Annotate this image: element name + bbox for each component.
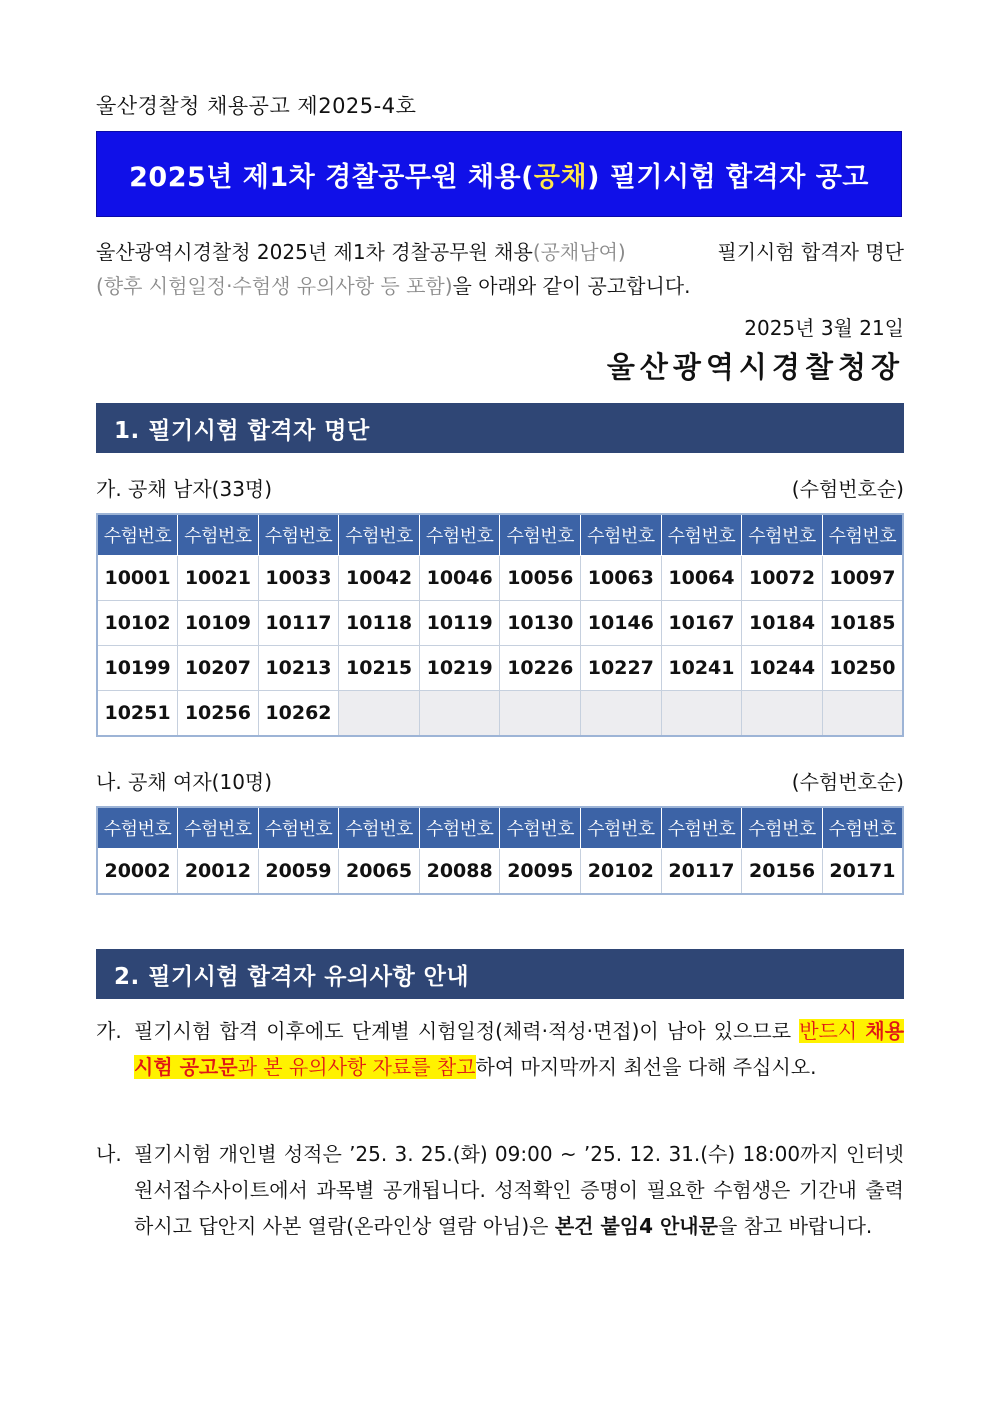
intro-paragraph [96, 235, 904, 303]
note-a-text1: 필기시험 합격 이후에도 단계별 시험일정(체력·적성·면접)이 남아 있으므로 [134, 1019, 800, 1043]
empty-cell [661, 691, 742, 737]
male-exam-number: 10001 [97, 556, 178, 601]
female-exam-number: 20117 [661, 849, 742, 895]
empty-cell [500, 691, 581, 737]
note-b-bold: 본건 붙임4 안내문 [554, 1214, 718, 1238]
female-exam-number: 20171 [822, 849, 903, 895]
male-exam-number: 10184 [742, 601, 823, 646]
empty-cell [742, 691, 823, 737]
signer: 울산광역시경찰청장 [606, 350, 904, 384]
male-column-header: 수험번호 [661, 514, 742, 556]
note-b [96, 1136, 904, 1244]
note-b-text1: 필기시험 개인별 성적은 ’25. 3. 25.(화) 09:00 ~ ’25. 12. 31.(수) 18:00까지 인터넷 원서접수사이트에서 과목별 공개됩니다. 성적확인 증명이 필요한 수험생은 기간내 출력하시고 답안지 사본 열람(온라인상 열람 아님)은 [134, 1142, 904, 1238]
female-label: 나. 공채 여자(10명) [96, 770, 273, 794]
banner-title-highlight: 공채 [533, 161, 588, 193]
section-2-header: 2. 필기시험 합격자 유의사항 안내 [96, 949, 904, 999]
male-column-header: 수험번호 [339, 514, 420, 556]
announcement-date: 2025년 3월 21일 [744, 316, 904, 340]
male-exam-number: 10185 [822, 601, 903, 646]
banner-title-after: ) 필기시험 합격자 공고 [587, 161, 869, 193]
male-exam-number: 10056 [500, 556, 581, 601]
male-exam-number: 10215 [339, 646, 420, 691]
female-table-body [97, 849, 903, 895]
male-exam-number: 10251 [97, 691, 178, 737]
male-column-header: 수험번호 [178, 514, 259, 556]
male-exam-number: 10199 [97, 646, 178, 691]
male-exam-number: 10219 [419, 646, 500, 691]
female-exam-number: 20102 [581, 849, 662, 895]
male-exam-number: 10042 [339, 556, 420, 601]
table-row [97, 556, 903, 601]
male-exam-number: 10102 [97, 601, 178, 646]
male-candidates-table [96, 513, 904, 737]
male-column-header: 수험번호 [742, 514, 823, 556]
female-subheading [96, 766, 904, 795]
female-exam-number: 20088 [419, 849, 500, 895]
female-column-header: 수험번호 [97, 807, 178, 849]
female-column-header: 수험번호 [500, 807, 581, 849]
note-a-highlight-end: 과 본 유의사항 자료를 참고 [237, 1055, 476, 1079]
male-exam-number: 10119 [419, 601, 500, 646]
male-label: 가. 공채 남자(33명) [96, 477, 273, 501]
female-column-header: 수험번호 [661, 807, 742, 849]
intro-line1-end: 필기시험 합격자 명단 [717, 240, 904, 264]
empty-cell [822, 691, 903, 737]
male-exam-number: 10033 [258, 556, 339, 601]
male-exam-number: 10072 [742, 556, 823, 601]
female-exam-number: 20156 [742, 849, 823, 895]
male-exam-number: 10046 [419, 556, 500, 601]
note-b-text2: 을 참고 바랍니다. [717, 1214, 873, 1238]
intro-line2-gray: (향후 시험일정·수험생 유의사항 등 포함) [96, 274, 453, 298]
female-table-header-row [97, 807, 903, 849]
male-table-header-row [97, 514, 903, 556]
male-exam-number: 10207 [178, 646, 259, 691]
male-column-header: 수험번호 [97, 514, 178, 556]
male-exam-number: 10167 [661, 601, 742, 646]
female-exam-number: 20065 [339, 849, 420, 895]
male-column-header: 수험번호 [500, 514, 581, 556]
male-exam-number: 10118 [339, 601, 420, 646]
female-order-note: (수험번호순) [791, 770, 904, 794]
male-exam-number: 10226 [500, 646, 581, 691]
male-order-note: (수험번호순) [791, 477, 904, 501]
male-exam-number: 10109 [178, 601, 259, 646]
male-column-header: 수험번호 [581, 514, 662, 556]
empty-cell [339, 691, 420, 737]
female-column-header: 수험번호 [742, 807, 823, 849]
note-a-text2: 하여 마지막까지 최선을 다해 주십시오. [475, 1055, 817, 1079]
male-exam-number: 10146 [581, 601, 662, 646]
male-exam-number: 10227 [581, 646, 662, 691]
title-banner [96, 131, 902, 217]
male-exam-number: 10021 [178, 556, 259, 601]
note-a-highlight-bold: 채용시험 공고문 [134, 1019, 905, 1079]
female-column-header: 수험번호 [822, 807, 903, 849]
intro-line1-text: 울산광역시경찰청 2025년 제1차 경찰공무원 채용 [96, 240, 533, 264]
banner-title-before: 2025년 제1차 경찰공무원 채용( [129, 161, 534, 193]
male-exam-number: 10064 [661, 556, 742, 601]
male-subheading [96, 473, 904, 502]
empty-cell [419, 691, 500, 737]
male-exam-number: 10256 [178, 691, 259, 737]
table-row [97, 646, 903, 691]
note-a-highlight-start: 반드시 [799, 1019, 866, 1043]
female-column-header: 수험번호 [339, 807, 420, 849]
note-b-marker: 나. [96, 1142, 122, 1166]
male-exam-number: 10213 [258, 646, 339, 691]
male-exam-number: 10241 [661, 646, 742, 691]
female-exam-number: 20095 [500, 849, 581, 895]
female-exam-number: 20059 [258, 849, 339, 895]
male-column-header: 수험번호 [822, 514, 903, 556]
male-exam-number: 10244 [742, 646, 823, 691]
female-column-header: 수험번호 [178, 807, 259, 849]
male-table-body [97, 556, 903, 737]
note-a-marker: 가. [96, 1019, 122, 1043]
female-column-header: 수험번호 [419, 807, 500, 849]
female-column-header: 수험번호 [258, 807, 339, 849]
male-exam-number: 10097 [822, 556, 903, 601]
female-candidates-table [96, 806, 904, 895]
table-row [97, 601, 903, 646]
table-row [97, 849, 903, 895]
male-exam-number: 10117 [258, 601, 339, 646]
section-1-header: 1. 필기시험 합격자 명단 [96, 403, 904, 453]
male-exam-number: 10250 [822, 646, 903, 691]
table-row [97, 691, 903, 737]
male-column-header: 수험번호 [419, 514, 500, 556]
empty-cell [581, 691, 662, 737]
note-a [96, 1013, 904, 1085]
male-exam-number: 10063 [581, 556, 662, 601]
male-column-header: 수험번호 [258, 514, 339, 556]
female-column-header: 수험번호 [581, 807, 662, 849]
female-exam-number: 20012 [178, 849, 259, 895]
announcement-number: 울산경찰청 채용공고 제2025-4호 [96, 94, 417, 118]
intro-line1-gray: (공채남여) [532, 240, 626, 264]
female-exam-number: 20002 [97, 849, 178, 895]
male-exam-number: 10262 [258, 691, 339, 737]
intro-line2-text: 을 아래와 같이 공고합니다. [452, 274, 691, 298]
male-exam-number: 10130 [500, 601, 581, 646]
